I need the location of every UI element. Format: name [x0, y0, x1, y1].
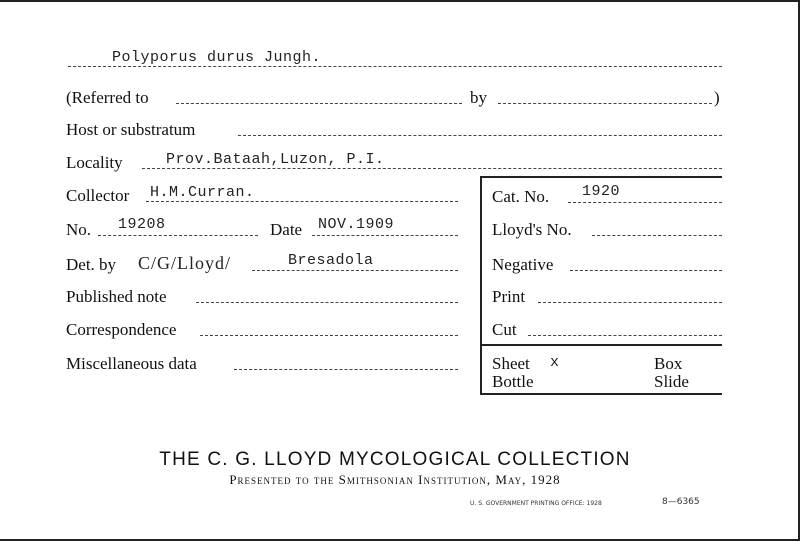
locality-label: Locality [66, 153, 123, 172]
locality-value: Prov.Bataah,Luzon, P.I. [166, 151, 385, 168]
det-by-value: Bresadola [288, 252, 374, 269]
correspondence-label: Correspondence [66, 320, 177, 339]
collector-line [146, 201, 458, 202]
species-name-line [68, 66, 722, 67]
det-by-struck-text: C/G/Lloyd/ [138, 253, 232, 273]
number-value: 19208 [118, 216, 166, 233]
lloyds-no-line [592, 235, 722, 236]
host-line [238, 135, 722, 136]
date-value: NOV.1909 [318, 216, 395, 233]
species-name-value: Polyporus durus Jungh. [112, 49, 322, 66]
published-note-line [196, 302, 458, 303]
bottle-label: Bottle [492, 372, 534, 391]
sheet-label: Sheet [492, 354, 530, 373]
cut-label: Cut [492, 320, 517, 339]
referred-by-line [498, 103, 712, 104]
lloyds-no-label: Lloyd's No. [492, 220, 572, 239]
cat-no-label: Cat. No. [492, 187, 550, 206]
cut-line [528, 335, 722, 336]
print-line [538, 302, 722, 303]
box-label: Box [654, 354, 683, 373]
locality-line [142, 168, 722, 169]
right-panel-separator [480, 344, 722, 346]
sheet-check-mark: x [550, 354, 560, 371]
referred-to-label: (Referred to [66, 88, 149, 107]
misc-line [234, 369, 458, 370]
card-top-edge [0, 0, 800, 2]
cat-no-value: 1920 [582, 183, 621, 200]
print-label: Print [492, 287, 526, 306]
referred-to-line [176, 103, 462, 104]
referred-close-paren: ) [714, 88, 720, 107]
misc-label: Miscellaneous data [66, 354, 197, 373]
right-panel-bottom [480, 393, 722, 395]
host-label: Host or substratum [66, 120, 196, 139]
slide-label: Slide [654, 372, 689, 391]
negative-line [570, 270, 722, 271]
collector-label: Collector [66, 186, 130, 205]
right-panel-divider [480, 176, 482, 394]
form-number: 8—6365 [662, 497, 700, 507]
cat-no-line [568, 202, 722, 203]
published-note-label: Published note [66, 287, 167, 306]
collector-value: H.M.Curran. [150, 184, 255, 201]
printer-imprint: U. S. GOVERNMENT PRINTING OFFICE: 1928 [470, 500, 602, 507]
date-label: Date [270, 220, 303, 239]
collection-title: THE C. G. LLOYD MYCOLOGICAL COLLECTION [159, 449, 631, 470]
negative-label: Negative [492, 255, 554, 274]
date-line [312, 235, 458, 236]
det-by-line [252, 270, 458, 271]
referred-by-label: by [470, 88, 487, 107]
collection-subtitle: Presented to the Smithsonian Institution, May, 1928 [229, 472, 561, 487]
right-panel-top [480, 176, 722, 178]
number-line [98, 235, 258, 236]
correspondence-line [200, 335, 458, 336]
number-label: No. [66, 220, 92, 239]
det-by-label: Det. by [66, 255, 117, 274]
